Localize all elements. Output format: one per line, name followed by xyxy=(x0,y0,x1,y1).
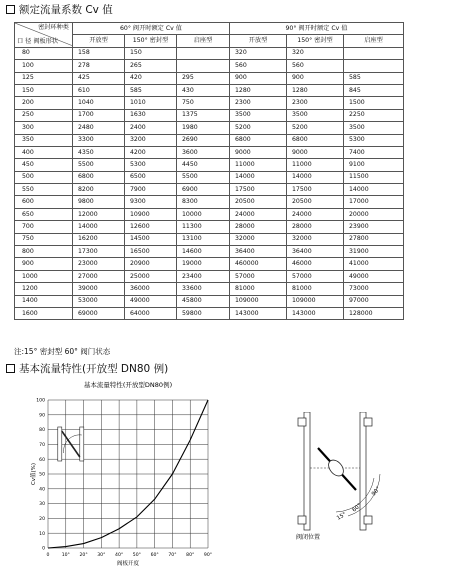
valve-closed-position-label: 阀闭位置 xyxy=(296,534,321,541)
valve-position-diagram xyxy=(294,412,394,547)
pipe-wall-right xyxy=(360,412,366,530)
cv-value-cell: 14000 xyxy=(230,171,287,183)
cv-value-cell: 57000 xyxy=(287,270,344,282)
cv-value-cell: 53000 xyxy=(73,295,125,307)
table-row xyxy=(15,97,404,109)
cv-value-cell: 2300 xyxy=(230,97,287,109)
flange-bolt xyxy=(364,418,372,426)
cv-value-cell: 8300 xyxy=(177,196,230,208)
cv-value-cell: 6800 xyxy=(230,134,287,146)
cv-value-cell: 97000 xyxy=(344,295,404,307)
cv-value-cell: 6800 xyxy=(73,171,125,183)
cv-value-cell: 9300 xyxy=(125,196,177,208)
cv-value-cell: 14000 xyxy=(287,171,344,183)
cv-value-cell: 12000 xyxy=(73,208,125,220)
x-tick-label: 10° xyxy=(61,553,70,558)
cv-value-cell: 610 xyxy=(73,84,125,96)
cv-value-cell: 64000 xyxy=(125,307,177,319)
cv-value-cell: 73000 xyxy=(344,283,404,295)
cv-value-cell: 1010 xyxy=(125,97,177,109)
cv-value-cell: 585 xyxy=(344,72,404,84)
cv-value-cell: 23400 xyxy=(177,270,230,282)
cv-value-cell: 32000 xyxy=(287,233,344,245)
table-row xyxy=(15,122,404,134)
table-row xyxy=(15,283,404,295)
cv-value-cell xyxy=(344,60,404,72)
table-corner-cell xyxy=(15,23,73,48)
cv-value-cell: 11000 xyxy=(287,159,344,171)
y-tick-label: 100 xyxy=(36,398,45,404)
cv-value-cell: 3500 xyxy=(230,109,287,121)
table-row xyxy=(15,84,404,96)
cv-value-cell: 45800 xyxy=(177,295,230,307)
y-tick-label: 30 xyxy=(39,502,45,508)
cv-value-cell: 109000 xyxy=(230,295,287,307)
cv-value-cell: 10900 xyxy=(125,208,177,220)
cv-value-cell: 4350 xyxy=(73,146,125,158)
table-row xyxy=(15,258,404,270)
sub-header: 150° 密封型 xyxy=(287,35,344,47)
group-header-90: 90° 阀开时额定 Cv 值 xyxy=(230,23,404,35)
cv-value-cell: 8200 xyxy=(73,184,125,196)
flange-bolt xyxy=(298,516,306,524)
cv-value-cell: 9000 xyxy=(230,146,287,158)
cv-value-cell: 24000 xyxy=(230,208,287,220)
flange-bolt xyxy=(364,516,372,524)
table-row xyxy=(15,295,404,307)
cv-value-cell: 31900 xyxy=(344,246,404,258)
cv-value-cell: 17500 xyxy=(287,184,344,196)
cv-value-cell: 20900 xyxy=(125,258,177,270)
seal-type-header: 密封环种类 xyxy=(38,24,69,31)
x-axis-label: 阀板开度 xyxy=(116,561,140,567)
table-row xyxy=(15,109,404,121)
cv-value-cell: 109000 xyxy=(287,295,344,307)
x-tick-label: 40° xyxy=(115,553,124,558)
table-row xyxy=(15,47,404,59)
table-row xyxy=(15,72,404,84)
cv-value-cell xyxy=(177,47,230,59)
cv-value-cell: 2400 xyxy=(125,122,177,134)
cv-value-cell: 28000 xyxy=(230,221,287,233)
diameter-cell: 550 xyxy=(15,184,73,196)
cv-value-cell: 3500 xyxy=(344,122,404,134)
cv-value-cell: 2300 xyxy=(287,97,344,109)
cv-value-cell: 460000 xyxy=(230,258,287,270)
cv-value-cell: 9800 xyxy=(73,196,125,208)
diameter-cell: 200 xyxy=(15,97,73,109)
x-tick-label: 0 xyxy=(46,553,50,558)
table-row xyxy=(15,221,404,233)
cv-value-cell: 143000 xyxy=(230,307,287,319)
x-tick-label: 70° xyxy=(168,553,177,558)
diameter-cell: 750 xyxy=(15,233,73,245)
table-row xyxy=(15,233,404,245)
cv-value-cell: 150 xyxy=(125,47,177,59)
diameter-cell: 125 xyxy=(15,72,73,84)
cv-value-cell: 20500 xyxy=(230,196,287,208)
diameter-cell: 700 xyxy=(15,221,73,233)
sub-header: 开放型 xyxy=(73,35,125,47)
cv-value-cell: 20000 xyxy=(344,208,404,220)
cv-value-cell: 81000 xyxy=(230,283,287,295)
cv-value-cell: 9000 xyxy=(287,146,344,158)
diameter-cell: 80 xyxy=(15,47,73,59)
valve-shape-header: 阀板形状 xyxy=(33,37,59,45)
cv-value-cell: 5200 xyxy=(230,122,287,134)
cv-value-cell: 14600 xyxy=(177,246,230,258)
cv-value-cell: 5300 xyxy=(344,134,404,146)
cv-value-cell: 3500 xyxy=(287,109,344,121)
cv-value-cell: 1375 xyxy=(177,109,230,121)
cv-value-cell: 1980 xyxy=(177,122,230,134)
cv-value-cell: 14500 xyxy=(125,233,177,245)
cv-value-cell xyxy=(344,47,404,59)
y-tick-label: 50 xyxy=(39,472,45,478)
y-tick-label: 40 xyxy=(39,487,45,493)
diameter-cell: 100 xyxy=(15,60,73,72)
cv-value-cell: 143000 xyxy=(287,307,344,319)
cv-value-cell: 24000 xyxy=(287,208,344,220)
cv-value-cell: 3300 xyxy=(73,134,125,146)
cv-value-cell: 49000 xyxy=(344,270,404,282)
cv-value-cell: 278 xyxy=(73,60,125,72)
table-row xyxy=(15,208,404,220)
pipe-wall-left xyxy=(304,412,310,530)
diameter-cell: 650 xyxy=(15,208,73,220)
section-title-flow-text: 基本流量特性(开放型 DN80 例) xyxy=(19,363,169,375)
cv-value-cell: 28000 xyxy=(287,221,344,233)
cv-value-cell: 2480 xyxy=(73,122,125,134)
cv-value-cell: 7900 xyxy=(125,184,177,196)
cv-value-cell: 20500 xyxy=(287,196,344,208)
cv-table xyxy=(14,22,404,320)
diameter-cell: 300 xyxy=(15,122,73,134)
angle-label: 15° xyxy=(336,511,348,522)
y-tick-label: 10 xyxy=(39,531,45,537)
cv-value-cell: 1630 xyxy=(125,109,177,121)
cv-value-cell: 6500 xyxy=(125,171,177,183)
cv-value-cell: 12600 xyxy=(125,221,177,233)
cv-value-cell: 19000 xyxy=(177,258,230,270)
cv-value-cell: 6800 xyxy=(287,134,344,146)
cv-value-cell: 430 xyxy=(177,84,230,96)
cv-value-cell: 1700 xyxy=(73,109,125,121)
diameter-cell: 250 xyxy=(15,109,73,121)
cv-value-cell: 420 xyxy=(125,72,177,84)
cv-value-cell: 5200 xyxy=(287,122,344,134)
y-tick-label: 60 xyxy=(39,457,45,463)
section-title-cv xyxy=(6,3,113,17)
diameter-cell: 350 xyxy=(15,134,73,146)
y-tick-label: 70 xyxy=(39,443,45,448)
cv-value-cell: 2250 xyxy=(344,109,404,121)
diameter-cell: 1600 xyxy=(15,307,73,319)
sub-header: 启座型 xyxy=(177,35,230,47)
sub-header: 150° 密封型 xyxy=(125,35,177,47)
cv-value-cell: 14000 xyxy=(344,184,404,196)
cv-value-cell: 11500 xyxy=(344,171,404,183)
cv-value-cell: 158 xyxy=(73,47,125,59)
diameter-cell: 1400 xyxy=(15,295,73,307)
cv-value-cell: 4200 xyxy=(125,146,177,158)
cv-value-cell: 1500 xyxy=(344,97,404,109)
table-row xyxy=(15,184,404,196)
y-tick-label: 90 xyxy=(39,413,45,419)
inset-flange-right xyxy=(80,427,84,461)
table-row xyxy=(15,270,404,282)
cv-value-cell: 41000 xyxy=(344,258,404,270)
chart-inset-valve-sketch xyxy=(58,427,84,461)
diameter-cell: 900 xyxy=(15,258,73,270)
checkbox-square-icon xyxy=(6,364,15,373)
cv-value-cell: 6900 xyxy=(177,184,230,196)
cv-value-cell: 36400 xyxy=(287,246,344,258)
cv-value-cell: 295 xyxy=(177,72,230,84)
cv-value-cell: 23000 xyxy=(73,258,125,270)
flow-characteristic-chart xyxy=(30,378,220,568)
cv-value-cell: 1040 xyxy=(73,97,125,109)
cv-value-cell: 1280 xyxy=(230,84,287,96)
cv-value-cell: 33600 xyxy=(177,283,230,295)
cv-value-cell: 3200 xyxy=(125,134,177,146)
cv-value-cell: 9100 xyxy=(344,159,404,171)
cv-value-cell: 36000 xyxy=(125,283,177,295)
cv-value-cell: 16200 xyxy=(73,233,125,245)
x-tick-label: 20° xyxy=(79,553,88,558)
cv-value-cell: 5300 xyxy=(125,159,177,171)
diameter-cell: 450 xyxy=(15,159,73,171)
table-row xyxy=(15,159,404,171)
cv-value-cell: 11000 xyxy=(230,159,287,171)
table-row xyxy=(15,196,404,208)
diameter-cell: 800 xyxy=(15,246,73,258)
diameter-cell: 1000 xyxy=(15,270,73,282)
cv-value-cell: 36400 xyxy=(230,246,287,258)
cv-value-cell: 5500 xyxy=(177,171,230,183)
cv-value-cell: 27000 xyxy=(73,270,125,282)
x-tick-label: 80° xyxy=(186,553,195,558)
cv-value-cell: 845 xyxy=(344,84,404,96)
table-row xyxy=(15,60,404,72)
diameter-cell: 400 xyxy=(15,146,73,158)
cv-value-cell: 900 xyxy=(230,72,287,84)
cv-value-cell: 14000 xyxy=(73,221,125,233)
cv-value-cell: 16500 xyxy=(125,246,177,258)
cv-value-cell: 900 xyxy=(287,72,344,84)
diameter-cell: 500 xyxy=(15,171,73,183)
cv-value-cell: 17300 xyxy=(73,246,125,258)
cv-value-cell xyxy=(177,60,230,72)
table-note: 注:15° 密封型 60° 阀门状态 xyxy=(14,347,111,356)
cv-value-cell: 2690 xyxy=(177,134,230,146)
cv-value-cell: 57000 xyxy=(230,270,287,282)
cv-value-cell: 17500 xyxy=(230,184,287,196)
y-tick-label: 0 xyxy=(42,546,45,552)
cv-value-cell: 585 xyxy=(125,84,177,96)
table-row xyxy=(15,246,404,258)
cv-value-cell: 425 xyxy=(73,72,125,84)
cv-value-cell: 13100 xyxy=(177,233,230,245)
cv-value-cell: 750 xyxy=(177,97,230,109)
x-tick-label: 90° xyxy=(203,553,213,558)
cv-value-cell: 3600 xyxy=(177,146,230,158)
table-row xyxy=(15,146,404,158)
section-title-flow xyxy=(6,362,168,376)
angle-label: 90° xyxy=(370,485,382,498)
cv-value-cell: 128000 xyxy=(344,307,404,319)
table-row xyxy=(15,134,404,146)
cv-value-cell: 7400 xyxy=(344,146,404,158)
sub-header: 启座型 xyxy=(344,35,404,47)
cv-value-cell: 49000 xyxy=(125,295,177,307)
cv-value-cell: 27800 xyxy=(344,233,404,245)
diameter-header: 口 径 xyxy=(17,37,32,45)
cv-value-cell: 46000 xyxy=(287,258,344,270)
cv-value-cell: 69000 xyxy=(73,307,125,319)
y-axis-label: Cv值(%) xyxy=(31,462,37,486)
chart-title: 基本流量特性(开放型DN80例) xyxy=(83,381,173,389)
checkbox-square-icon xyxy=(6,5,15,14)
x-tick-label: 30° xyxy=(97,553,106,558)
cv-value-cell: 17000 xyxy=(344,196,404,208)
section-title-cv-text: 额定流量系数 Cv 值 xyxy=(19,4,113,16)
table-row xyxy=(15,171,404,183)
diameter-cell: 150 xyxy=(15,84,73,96)
y-tick-label: 20 xyxy=(39,517,45,522)
cv-value-cell: 320 xyxy=(287,47,344,59)
cv-value-cell: 320 xyxy=(230,47,287,59)
cv-value-cell: 560 xyxy=(287,60,344,72)
cv-value-cell: 32000 xyxy=(230,233,287,245)
angle-label: 60° xyxy=(351,502,363,514)
cv-value-cell: 81000 xyxy=(287,283,344,295)
x-tick-label: 60° xyxy=(150,553,159,558)
group-header-60: 60° 阀开时额定 Cv 值 xyxy=(73,23,230,35)
y-tick-label: 80 xyxy=(39,428,45,434)
cv-value-cell: 5500 xyxy=(73,159,125,171)
cv-value-cell: 10000 xyxy=(177,208,230,220)
cv-value-cell: 11300 xyxy=(177,221,230,233)
table-row xyxy=(15,307,404,319)
cv-value-cell: 4450 xyxy=(177,159,230,171)
cv-value-cell: 265 xyxy=(125,60,177,72)
inset-flange-left xyxy=(58,427,62,461)
flange-bolt xyxy=(298,418,306,426)
diameter-cell: 1200 xyxy=(15,283,73,295)
cv-value-cell: 39000 xyxy=(73,283,125,295)
diameter-cell: 600 xyxy=(15,196,73,208)
sub-header: 开放型 xyxy=(230,35,287,47)
cv-value-cell: 1280 xyxy=(287,84,344,96)
cv-value-cell: 25000 xyxy=(125,270,177,282)
x-tick-label: 50° xyxy=(132,553,141,558)
cv-value-cell: 59800 xyxy=(177,307,230,319)
cv-value-cell: 560 xyxy=(230,60,287,72)
cv-value-cell: 23900 xyxy=(344,221,404,233)
